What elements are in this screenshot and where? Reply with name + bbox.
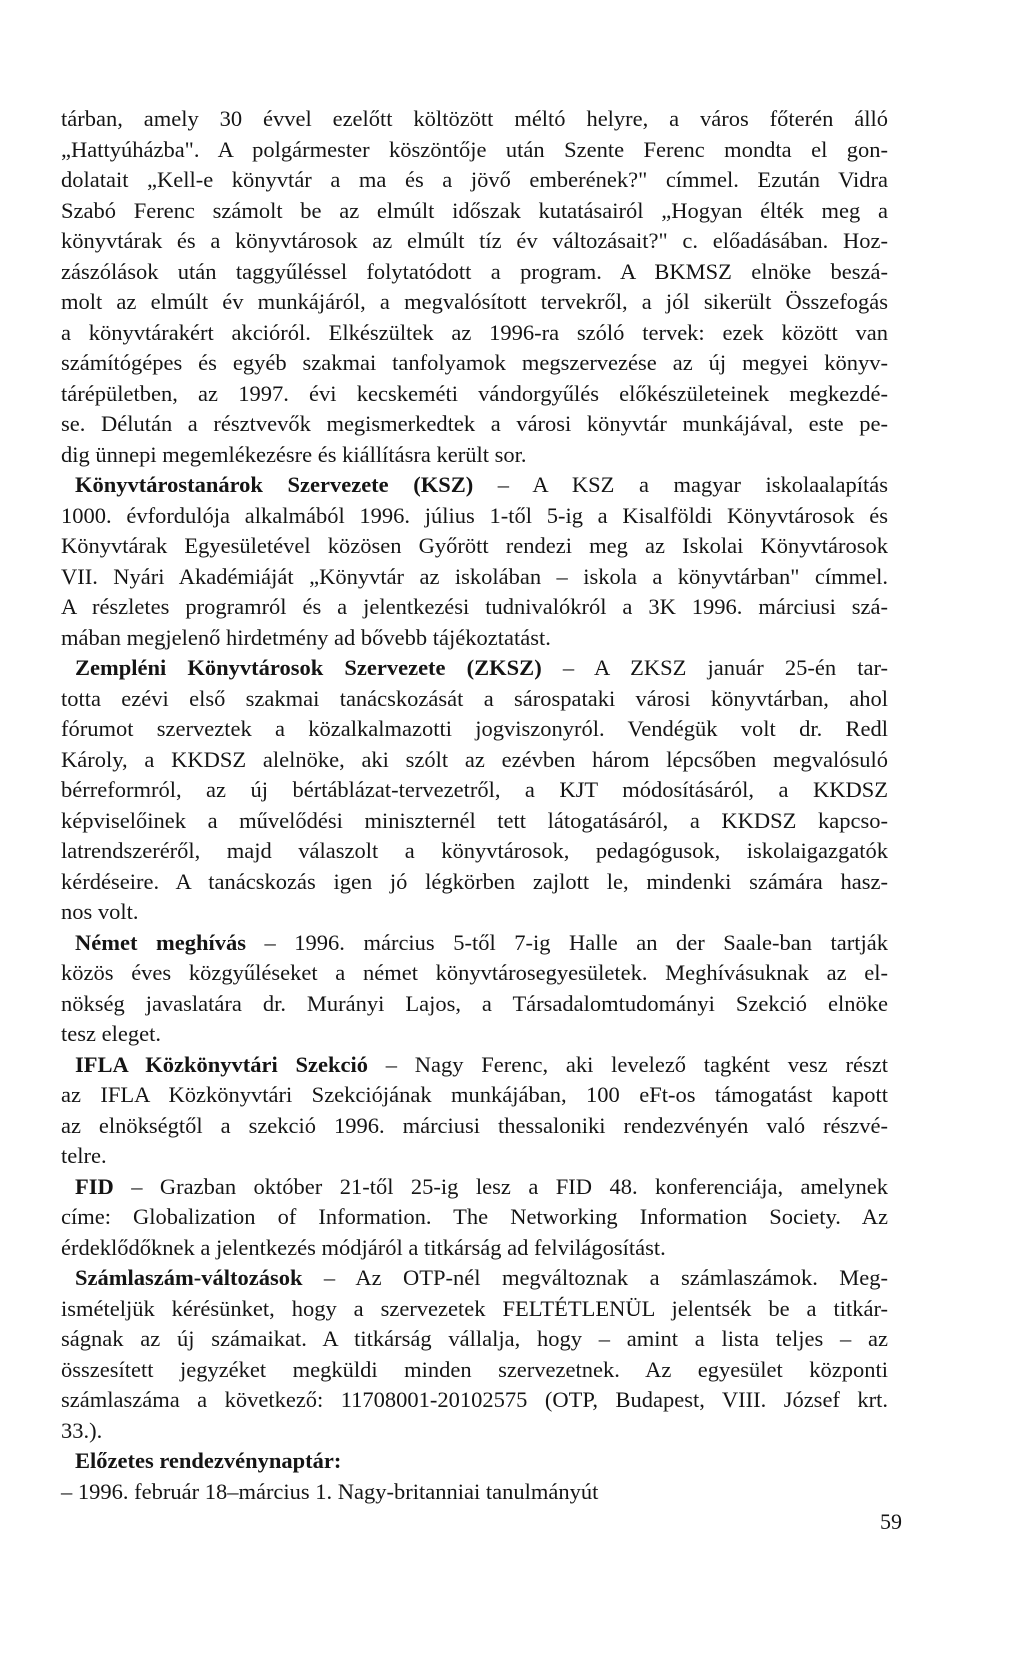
text-line [61, 1355, 888, 1386]
section-heading: Előzetes rendezvénynaptár: [75, 1448, 342, 1473]
body-text: tesz eleget. [61, 1021, 161, 1046]
body-text: képviselőinek a művelődési miniszternél tett látogatásáról, a KKDSZ kapcso- [61, 807, 888, 833]
text-line [61, 1446, 888, 1477]
text-line [61, 165, 888, 196]
body-text: az IFLA Közkönyvtári Szekciójának munkájában, 100 eFt-os támogatást kapott [61, 1082, 888, 1107]
text-line [61, 501, 888, 532]
section-heading: Könyvtárostanárok Szervezete (KSZ) [75, 472, 474, 497]
section-heading: Német meghívás [75, 929, 246, 955]
body-text: kérdéseire. A tanácskozás igen jó légkörben zajlott le, mindenki számára hasz- [61, 868, 888, 894]
body-text: összesített jegyzéket megküldi minden szervezetnek. Az egyesület központi [61, 1356, 888, 1382]
text-line [61, 592, 888, 623]
body-text: A részletes programról és a jelentkezési tudnivalókról a 3K 1996. márciusi szá- [61, 594, 888, 619]
text-line [61, 989, 888, 1020]
text-line [61, 684, 888, 715]
body-text: 33.). [61, 1417, 103, 1443]
body-text: ismételjük kérésünket, hogy a szervezetek FELTÉTLENÜL jelentsék be a titkár- [61, 1295, 888, 1321]
text-line [61, 1202, 888, 1233]
body-text: Könyvtárak Egyesületével közösen Győrött rendezi meg az Iskolai Könyvtárosok [61, 533, 888, 558]
text-line [61, 287, 888, 318]
text-line [61, 714, 888, 745]
text-line [61, 1324, 888, 1355]
text-line [61, 257, 888, 288]
text-line [61, 318, 888, 349]
body-text: a könyvtárakért akcióról. Elkészültek az 1996-ra szóló tervek: ezek között van [61, 319, 888, 345]
body-text: tárépületben, az 1997. évi kecskeméti vándorgyűlés előkészületeinek megkezdé- [61, 380, 888, 406]
body-text: közös éves közgyűléseket a német könyvtárosegyesületek. Meghívásuknak az el- [61, 960, 888, 985]
text-line [61, 562, 888, 593]
text-line [61, 897, 888, 928]
body-text: „Hattyúházba". A polgármester köszöntője után Szente Ferenc mondta el gon- [61, 136, 888, 162]
body-text: latrendszeréről, majd válaszolt a könyvtárosok, pedagógusok, iskolaigazgatók [61, 838, 888, 863]
text-line [61, 1294, 888, 1325]
body-text: – 1996. február 18–március 1. Nagy-britanniai tanulmányút [61, 1478, 599, 1504]
text-line [61, 440, 888, 471]
body-text: – A KSZ a magyar iskolaalapítás [473, 472, 888, 497]
body-text: molt az elmúlt év munkájáról, a megvalósított tervekről, a jól sikerült Összefogás [61, 289, 888, 314]
text-line [61, 1416, 888, 1447]
section-heading: IFLA Közkönyvtári Szekció [75, 1051, 369, 1077]
text-line [61, 1019, 888, 1050]
text-line [61, 1141, 888, 1172]
body-text: könyvtárak és a könyvtárosok az elmúlt tíz év változásait?" c. előadásában. Hoz- [61, 228, 888, 253]
body-text: nökség javaslatára dr. Murányi Lajos, a Társadalomtudományi Szekció elnöke [61, 990, 888, 1016]
page-number: 59 [880, 1509, 902, 1534]
text-line [61, 531, 888, 562]
page-body [61, 104, 888, 1507]
section-heading: FID [75, 1173, 114, 1199]
body-text: telre. [61, 1143, 107, 1168]
text-line [61, 928, 888, 959]
text-line [61, 1080, 888, 1111]
body-text: fórumot szerveztek a közalkalmazotti jogviszonyról. Vendégük volt dr. Redl [61, 716, 888, 741]
text-line [61, 623, 888, 654]
body-text: Szabó Ferenc számolt be az elmúlt időszak kutatásairól „Hogyan élték meg a [61, 197, 888, 223]
body-text: ságnak az új számaikat. A titkárság vállalja, hogy – amint a lista teljes – az [61, 1326, 888, 1351]
text-line [61, 409, 888, 440]
body-text: – A ZKSZ január 25-én tar- [541, 655, 888, 680]
body-text: VII. Nyári Akadémiáját „Könyvtár az iskolában – iskola a könyvtárban" címmel. [61, 563, 888, 589]
body-text: címe: Globalization of Information. The Networking Information Society. Az [61, 1204, 888, 1229]
text-line [61, 1233, 888, 1264]
text-line [61, 867, 888, 898]
section-heading: Zempléni Könyvtárosok Szervezete (ZKSZ) [75, 655, 542, 680]
body-text: totta ezévi első szakmai tanácskozását a sárospataki városi könyvtárban, ahol [61, 685, 888, 711]
text-line [61, 806, 888, 837]
text-line [61, 470, 888, 501]
body-text: tárban, amely 30 évvel ezelőtt költözött méltó helyre, a város főterén álló [61, 106, 888, 131]
body-text: érdeklődőknek a jelentkezés módjáról a titkárság ad felvilágosítást. [61, 1234, 666, 1260]
body-text: – Grazban október 21-től 25-ig lesz a FID 48. konferenciája, amelynek [113, 1173, 888, 1199]
body-text: zászólások után taggyűléssel folytatódott a program. A BKMSZ elnöke beszá- [61, 258, 888, 284]
body-text: – Nagy Ferenc, aki levelező tagként vesz részt [368, 1051, 888, 1077]
body-text: se. Délután a résztvevők megismerkedtek a városi könyvtár munkájával, este pe- [61, 411, 888, 436]
body-text: 1000. évfordulója alkalmából 1996. július 1-től 5-ig a Kisalföldi Könyvtárosok és [61, 502, 888, 528]
text-line [61, 1263, 888, 1294]
body-text: nos volt. [61, 899, 139, 924]
text-line [61, 1172, 888, 1203]
section-heading: Számlaszám-változások [75, 1265, 303, 1290]
body-text: dig ünnepi megemlékezésre és kiállításra került sor. [61, 441, 527, 467]
text-line [61, 196, 888, 227]
body-text: – Az OTP-nél megváltoznak a számlaszámok. Meg- [302, 1265, 888, 1290]
body-text: Károly, a KKDSZ alelnöke, aki szólt az ezévben három lépcsőben megvalósuló [61, 746, 888, 772]
text-line [61, 348, 888, 379]
text-line [61, 379, 888, 410]
body-text: mában megjelenő hirdetmény ad bővebb tájékoztatást. [61, 624, 551, 650]
text-line [61, 104, 888, 135]
body-text: dolatait „Kell-e könyvtár a ma és a jövő emberének?" címmel. Ezután Vidra [61, 167, 888, 192]
text-line [61, 745, 888, 776]
text-line [61, 653, 888, 684]
text-line [61, 836, 888, 867]
text-line [61, 775, 888, 806]
text-line [61, 1050, 888, 1081]
body-text: számítógépes és egyéb szakmai tanfolyamok megszervezése az új megyei könyv- [61, 350, 888, 375]
text-line [61, 1477, 888, 1508]
text-line [61, 226, 888, 257]
body-text: az elnökségtől a szekció 1996. márciusi thessaloniki rendezvényén való részvé- [61, 1112, 888, 1138]
body-text: bérreformról, az új bértáblázat-tervezetről, a KJT módosításáról, a KKDSZ [61, 777, 888, 802]
text-line [61, 1111, 888, 1142]
text-line [61, 1385, 888, 1416]
body-text: – 1996. március 5-től 7-ig Halle an der Saale-ban tartják [246, 929, 888, 955]
text-line [61, 135, 888, 166]
text-line [61, 958, 888, 989]
body-text: számlaszáma a következő: 11708001-20102575 (OTP, Budapest, VIII. József krt. [61, 1387, 888, 1412]
